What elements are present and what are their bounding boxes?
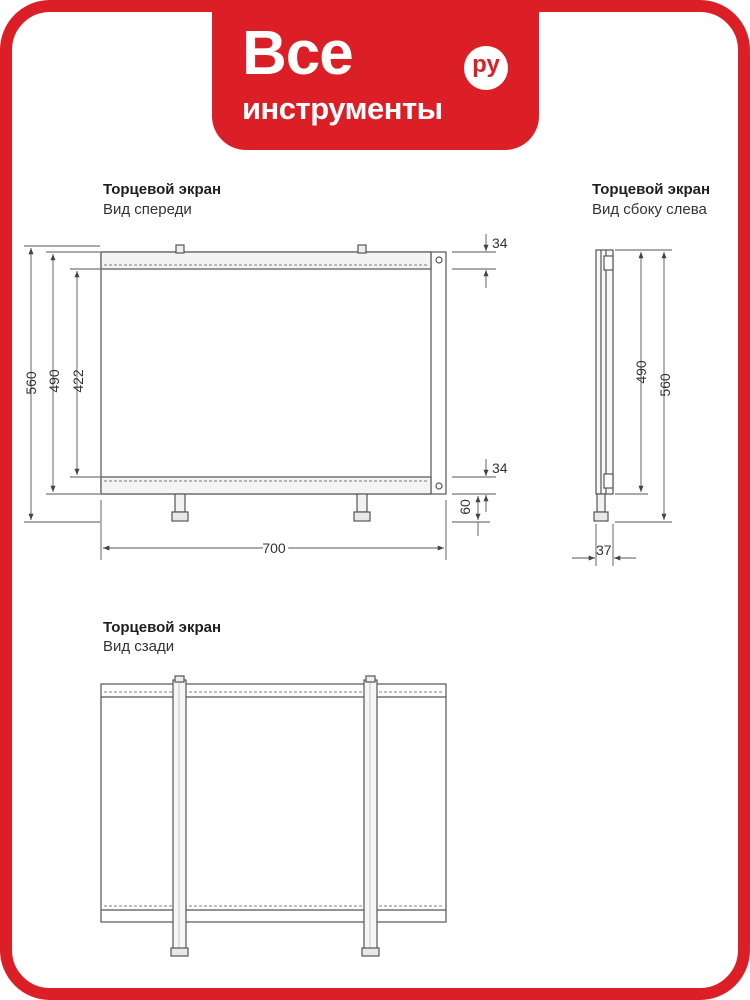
dim-front-inner-height: 422 (70, 369, 86, 393)
dim-front-total-height: 560 (23, 371, 39, 395)
back-view-subtitle: Вид сзади (103, 638, 175, 655)
side-view-subtitle: Вид сбоку слева (592, 201, 707, 218)
front-view-subtitle: Вид спереди (103, 201, 192, 218)
dim-front-width: 700 (262, 540, 286, 556)
side-view-drawing (594, 250, 613, 521)
side-dimensions (572, 250, 672, 566)
dim-front-leg-height: 60 (457, 499, 473, 515)
dim-front-panel-height: 490 (46, 369, 62, 393)
dim-side-panel-height: 490 (633, 360, 649, 384)
back-view-drawing (101, 676, 446, 956)
back-view-title: Торцевой экран (103, 619, 222, 636)
dim-front-bottom-strip: 34 (492, 460, 508, 476)
logo-text-line2: инструменты (242, 91, 443, 126)
dim-front-top-strip: 34 (492, 235, 508, 251)
front-view-title: Торцевой экран (103, 181, 222, 198)
front-view-drawing (101, 245, 446, 521)
logo-text-line1: Все (242, 19, 353, 88)
dim-side-total-height: 560 (657, 373, 673, 397)
side-view-title: Торцевой экран (592, 181, 711, 198)
logo-badge: ру (464, 46, 508, 90)
dim-side-depth: 37 (596, 542, 612, 558)
